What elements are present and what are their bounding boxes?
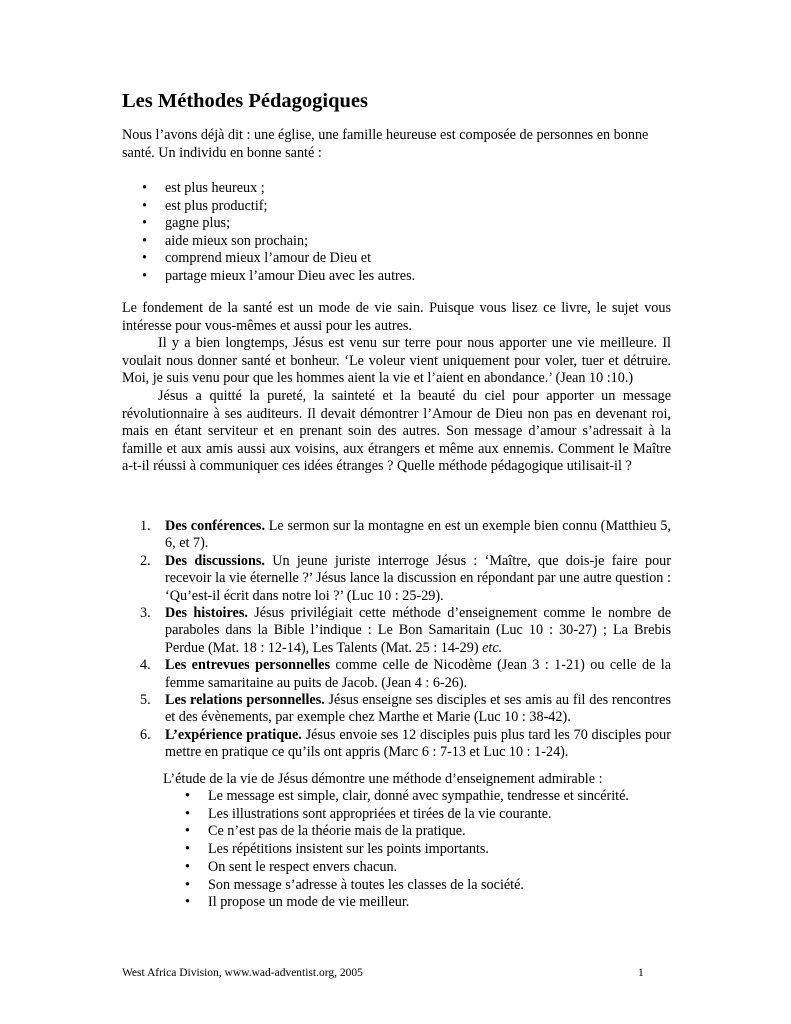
closing-paragraph: L’étude de la vie de Jésus démontre une méthode d’enseignement admirable : xyxy=(163,771,603,787)
footer-source: West Africa Division, www.wad-adventist.org, 2005 xyxy=(122,967,363,979)
list-item: • On sent le respect envers chacun. xyxy=(183,859,629,877)
benefits-list xyxy=(140,180,415,286)
list-item: • aide mieux son prochain; xyxy=(140,233,415,251)
list-item: • gagne plus; xyxy=(140,215,415,233)
method-item xyxy=(140,553,671,605)
method-text: comme celle de Nicodème (Jean 3 : 1-21) ou celle de la femme samaritaine au puits de Jacob. (Jean 4 : 6-26). xyxy=(165,657,671,691)
methods-list xyxy=(140,518,671,762)
list-item: • Ce n’est pas de la théorie mais de la pratique. xyxy=(183,823,629,841)
method-term: L’expérience pratique. xyxy=(165,726,302,743)
paragraph: Il y a bien longtemps, Jésus est venu sur terre pour nous apporter une vie meilleure. Il voulait nous donner santé et bonheur. ‘Le voleur vient uniquement pour voler, tuer et détruire. Moi, je suis venu pour que les hommes aient la vie et l’aient en abondance.’ (Jean 10 :10.) xyxy=(122,335,671,387)
paragraph: Le fondement de la santé est un mode de vie sain. Puisque vous lisez ce livre, le sujet vous intéresse pour vous-mêmes et aussi pour les autres. xyxy=(122,300,671,334)
method-term: Les entrevues personnelles xyxy=(165,657,330,674)
list-item: • Le message est simple, clair, donné avec sympathie, tendresse et sincérité. xyxy=(183,788,629,806)
method-text: Jésus enseigne ses disciples et ses amis au fil des rencontres et des évènements, par exemple chez Marthe et Marie (Luc 10 : 38-42). xyxy=(165,692,671,726)
item-number: 3. xyxy=(140,605,151,622)
list-item: • est plus productif; xyxy=(140,198,415,216)
method-term: Les relations personnelles. xyxy=(165,692,325,709)
list-item: • Il propose un mode de vie meilleur. xyxy=(183,894,629,912)
body-text xyxy=(122,300,671,476)
method-tail: etc. xyxy=(482,639,503,656)
method-item xyxy=(140,657,671,692)
method-text: Jésus privilégiait cette méthode d’enseignement comme le nombre de paraboles dans la Bible l’indique : Le Bon Samaritain (Luc 10 : 30-27) ; La Brebis Perdue (Mat. 18 : 12-14), Les Talents (Mat. 25 : 14-29) xyxy=(165,605,671,656)
method-item xyxy=(140,727,671,762)
method-item xyxy=(140,518,671,553)
item-number: 6. xyxy=(140,726,151,743)
page-title: Les Méthodes Pédagogiques xyxy=(122,90,368,112)
intro-paragraph: Nous l’avons déjà dit : une église, une famille heureuse est composée de personnes en bonne santé. Un individu en bonne santé : xyxy=(122,127,649,161)
method-text: Un jeune juriste interroge Jésus : ‘Maître, que dois-je faire pour recevoir la vie éternelle ?’ Jésus lance la discussion en répondant par une autre question : ‘Qu’est-il écrit dans notre loi ?’ (Luc 10 : 25-29). xyxy=(165,552,671,604)
page-number: 1 xyxy=(638,967,644,979)
list-item: • Les répétitions insistent sur les points importants. xyxy=(183,841,629,859)
method-term: Des histoires. xyxy=(165,605,248,622)
method-text: Jésus envoie ses 12 disciples puis plus tard les 70 disciples pour mettre en pratique ce qu’ils ont appris (Marc 6 : 7-13 et Luc 10 : 1-24). xyxy=(165,726,671,761)
item-number: 4. xyxy=(140,657,151,674)
list-item: • Les illustrations sont appropriées et tirées de la vie courante. xyxy=(183,806,629,824)
list-item: • Son message s’adresse à toutes les classes de la société. xyxy=(183,877,629,895)
item-number: 5. xyxy=(140,692,151,709)
list-item: • est plus heureux ; xyxy=(140,180,415,198)
paragraph: Jésus a quitté la pureté, la sainteté et la beauté du ciel pour apporter un message révolutionnaire à ses auditeurs. Il devait démontrer l’Amour de Dieu non pas en devenant roi, mais en étant serviteur et en prenant soin des autres. Son message d’amour s’adressait à la famille et aux amis aussi aux voisins, aux étrangers et même aux ennemis. Comment le Maître a-t-il réussi à communiquer ces idées étranges ? Quelle méthode pédagogique utilisait-il ? xyxy=(122,387,671,475)
method-item xyxy=(140,692,671,727)
method-text: Le sermon sur la montagne en est un exemple bien connu (Matthieu 5, 6, et 7). xyxy=(165,518,671,552)
item-number: 2. xyxy=(140,552,151,569)
method-term: Des discussions. xyxy=(165,552,265,569)
qualities-list xyxy=(183,788,629,912)
item-number: 1. xyxy=(140,518,151,534)
list-item: • comprend mieux l’amour de Dieu et xyxy=(140,250,415,268)
list-item: • partage mieux l’amour Dieu avec les autres. xyxy=(140,268,415,286)
method-item xyxy=(140,605,671,657)
method-term: Des conférences. xyxy=(165,518,265,534)
